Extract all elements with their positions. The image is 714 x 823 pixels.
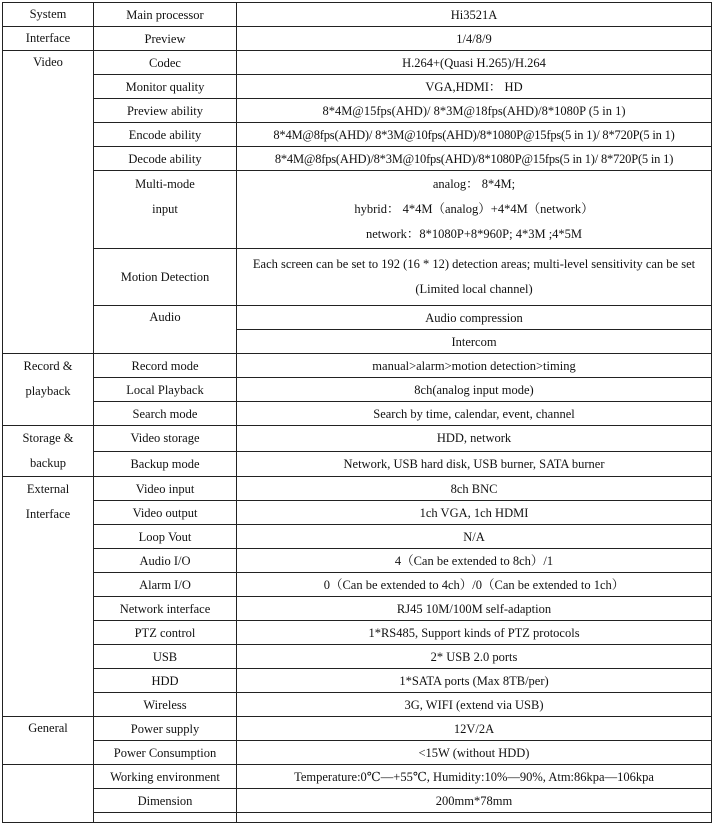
spec-label: PTZ control — [94, 621, 237, 645]
spec-value — [237, 171, 712, 249]
spec-value: 3G, WIFI (extend via USB) — [237, 693, 712, 717]
table-row — [3, 693, 712, 717]
table-row — [3, 789, 712, 813]
spec-value: 4（Can be extended to 8ch）/1 — [237, 549, 712, 573]
table-row — [3, 451, 712, 477]
table-row — [3, 123, 712, 147]
spec-label: Working environment — [94, 765, 237, 789]
category-cell: External Interface — [3, 477, 94, 717]
spec-label: Loop Vout — [94, 525, 237, 549]
spec-label: Wireless — [94, 693, 237, 717]
spec-value: 8ch BNC — [237, 477, 712, 501]
spec-label-line: input — [152, 202, 178, 216]
spec-value: 12V/2A — [237, 717, 712, 741]
spec-label — [94, 813, 237, 823]
spec-label: Monitor quality — [94, 75, 237, 99]
spec-value-line: hybrid： 4*4M（analog）+4*4M（network） — [354, 202, 594, 216]
table-row — [3, 3, 712, 27]
spec-label: Dimension — [94, 789, 237, 813]
spec-value: Each screen can be set to 192 (16 * 12) detection areas; multi-level sensitivity can be set (Limited local channel) — [237, 249, 712, 306]
spec-value: 1/4/8/9 — [237, 27, 712, 51]
table-row — [3, 354, 712, 378]
spec-value: 0（Can be extended to 4ch）/0（Can be extended to 1ch） — [237, 573, 712, 597]
spec-value: 2* USB 2.0 ports — [237, 645, 712, 669]
table-row — [3, 51, 712, 75]
spec-value: Temperature:0℃—+55℃, Humidity:10%—90%, Atm:86kpa—106kpa — [237, 765, 712, 789]
spec-label: Decode ability — [94, 147, 237, 171]
spec-value: N/A — [237, 525, 712, 549]
spec-value: VGA,HDMI： HD — [237, 75, 712, 99]
spec-value — [237, 813, 712, 823]
category-cell: General — [3, 717, 94, 765]
category-cell: Record & playback — [3, 354, 94, 426]
table-row — [3, 99, 712, 123]
spec-value: 8*4M@8fps(AHD)/ 8*3M@10fps(AHD)/8*1080P@15fps(5 in 1)/ 8*720P(5 in 1) — [237, 123, 712, 147]
table-row — [3, 249, 712, 306]
spec-label: USB — [94, 645, 237, 669]
table-row — [3, 426, 712, 452]
category-cell: Video — [3, 51, 94, 354]
spec-value: Hi3521A — [237, 3, 712, 27]
spec-value: 1ch VGA, 1ch HDMI — [237, 501, 712, 525]
spec-table — [2, 2, 712, 823]
table-row — [3, 525, 712, 549]
table-row — [3, 573, 712, 597]
spec-value: 1*SATA ports (Max 8TB/per) — [237, 669, 712, 693]
table-row — [3, 549, 712, 573]
category-cell: Interface — [3, 27, 94, 51]
table-row — [3, 765, 712, 789]
spec-label: Video storage — [94, 426, 237, 452]
spec-value: 8*4M@15fps(AHD)/ 8*3M@18fps(AHD)/8*1080P (5 in 1) — [237, 99, 712, 123]
spec-value: 1*RS485, Support kinds of PTZ protocols — [237, 621, 712, 645]
spec-value: 8*4M@8fps(AHD)/8*3M@10fps(AHD)/8*1080P@15fps(5 in 1)/ 8*720P(5 in 1) — [237, 147, 712, 171]
spec-label: Intercom — [237, 330, 712, 354]
category-cell — [3, 765, 94, 823]
spec-label: HDD — [94, 669, 237, 693]
table-row — [3, 501, 712, 525]
spec-label: Video output — [94, 501, 237, 525]
table-row — [3, 402, 712, 426]
spec-value: manual>alarm>motion detection>timing — [237, 354, 712, 378]
spec-label: Search mode — [94, 402, 237, 426]
spec-value: 8ch(analog input mode) — [237, 378, 712, 402]
spec-label: Local Playback — [94, 378, 237, 402]
spec-label: Motion Detection — [94, 249, 237, 306]
spec-label: Video input — [94, 477, 237, 501]
category-cell: Audio — [94, 306, 237, 354]
spec-label: Alarm I/O — [94, 573, 237, 597]
spec-label: Preview ability — [94, 99, 237, 123]
spec-value: 200mm*78mm — [237, 789, 712, 813]
spec-label: Preview — [94, 27, 237, 51]
spec-value: H.264+(Quasi H.265)/H.264 — [237, 51, 712, 75]
spec-value: Network, USB hard disk, USB burner, SATA burner — [237, 451, 712, 477]
table-row — [3, 621, 712, 645]
spec-value-line: network：8*1080P+8*960P; 4*3M ;4*5M — [365, 227, 583, 241]
table-row — [3, 147, 712, 171]
table-row — [3, 741, 712, 765]
spec-label: Power supply — [94, 717, 237, 741]
spec-value: RJ45 10M/100M self-adaption — [237, 597, 712, 621]
spec-label: Record mode — [94, 354, 237, 378]
table-row — [3, 378, 712, 402]
category-cell: System — [3, 3, 94, 27]
table-row — [3, 597, 712, 621]
spec-value: <15W (without HDD) — [237, 741, 712, 765]
spec-label: Codec — [94, 51, 237, 75]
table-row — [3, 669, 712, 693]
table-row — [3, 645, 712, 669]
spec-label — [94, 171, 237, 249]
table-row — [3, 813, 712, 823]
spec-label: Power Consumption — [94, 741, 237, 765]
table-row — [3, 171, 712, 249]
table-row — [3, 306, 712, 330]
table-row — [3, 75, 712, 99]
category-cell: Storage & backup — [3, 426, 94, 477]
spec-value-line: analog： 8*4M; — [432, 177, 516, 191]
table-row — [3, 477, 712, 501]
spec-label: Main processor — [94, 3, 237, 27]
spec-label: Audio I/O — [94, 549, 237, 573]
table-row — [3, 717, 712, 741]
spec-value: HDD, network — [237, 426, 712, 452]
spec-label: Backup mode — [94, 451, 237, 477]
spec-label: Network interface — [94, 597, 237, 621]
table-row — [3, 27, 712, 51]
spec-label-line: Multi-mode — [135, 177, 195, 191]
spec-label: Encode ability — [94, 123, 237, 147]
spec-label: Audio compression — [237, 306, 712, 330]
spec-value: Search by time, calendar, event, channel — [237, 402, 712, 426]
